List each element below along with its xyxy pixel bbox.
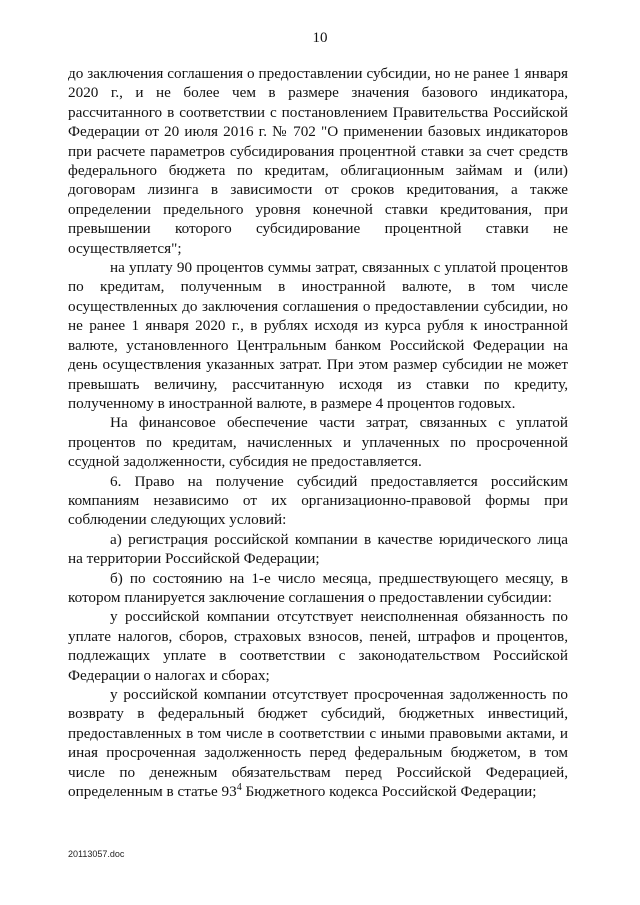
paragraph-clause-6: 6. Право на получение субсидий предоставляется российским компаниям независимо от их организационно-правовой формы при соблюдении следующих условий: bbox=[68, 472, 568, 529]
paragraph-text-tail: Бюджетного кодекса Российской Федерации; bbox=[241, 783, 537, 801]
paragraph-text: у российской компании отсутствует просроченная задолженность по возврату в федеральный бюджет субсидий, бюджетных инвестиций, предоставленных в том числе в соответствии с иными правовыми актами, и иная просроченная задолженность перед федеральным бюджетом, в том числе по денежным обязательствам перед Российской Федерацией, определенным в статье 93 bbox=[68, 686, 568, 801]
paragraph-no-tax-debt: у российской компании отсутствует неисполненная обязанность по уплате налогов, сборов, страховых взносов, пеней, штрафов и процентов, подлежащих уплате в соответствии с законодательством Российской Федерации о налогах и сборах; bbox=[68, 608, 568, 684]
paragraph-clause-6a: а) регистрация российской компании в качестве юридического лица на территории Российской Федерации; bbox=[68, 530, 568, 568]
page-number: 10 bbox=[312, 30, 328, 46]
paragraph-continued: до заключения соглашения о предоставлении субсидии, но не ранее 1 января 2020 г., и не более чем в размере значения базового индикатора, рассчитанного в соответствии с постановлением Правительства Российской Федерации от 20 июля 2016 г. № 702 "О применении базовых индикаторов при расчете параметров субсидирования процентной ставки за счет средств федерального бюджета по кредитам, облигационным займам и (или) договорам лизинга в зависимости от сроков кредитования, а также определении предельного уровня конечной ставки кредитования, при превышении которого субсидирование процентной ставки не осуществляется"; bbox=[68, 65, 568, 257]
paragraph-foreign-currency: на уплату 90 процентов суммы затрат, связанных с уплатой процентов по кредитам, полученным в иностранной валюте, в том числе осуществленных до заключения соглашения о предоставлении субсидии, но не ранее 1 января 2020 г., в рублях исходя из курса рубля к иностранной валюте, установленного Центральным банком Российской Федерации на день осуществления указанных затрат. При этом размер субсидии не может превышать величину, рассчитанную исходя из ставки по кредиту, полученному в иностранной валюте, в размере 4 процентов годовых. bbox=[68, 259, 568, 412]
paragraph-clause-6b: б) по состоянию на 1-е число месяца, предшествующего месяцу, в котором планируется заключение соглашения о предоставлении субсидии: bbox=[68, 569, 568, 606]
file-name-footer: 20113057.doc bbox=[68, 849, 125, 859]
superscript: 4 bbox=[236, 781, 242, 793]
paragraph-no-budget-debt bbox=[68, 685, 568, 801]
document-body bbox=[68, 64, 568, 801]
paragraph-overdue-debt: На финансовое обеспечение части затрат, связанных с уплатой процентов по кредитам, начисленных и уплаченных по просроченной ссудной задолженности, субсидия не предоставляется. bbox=[68, 414, 568, 471]
